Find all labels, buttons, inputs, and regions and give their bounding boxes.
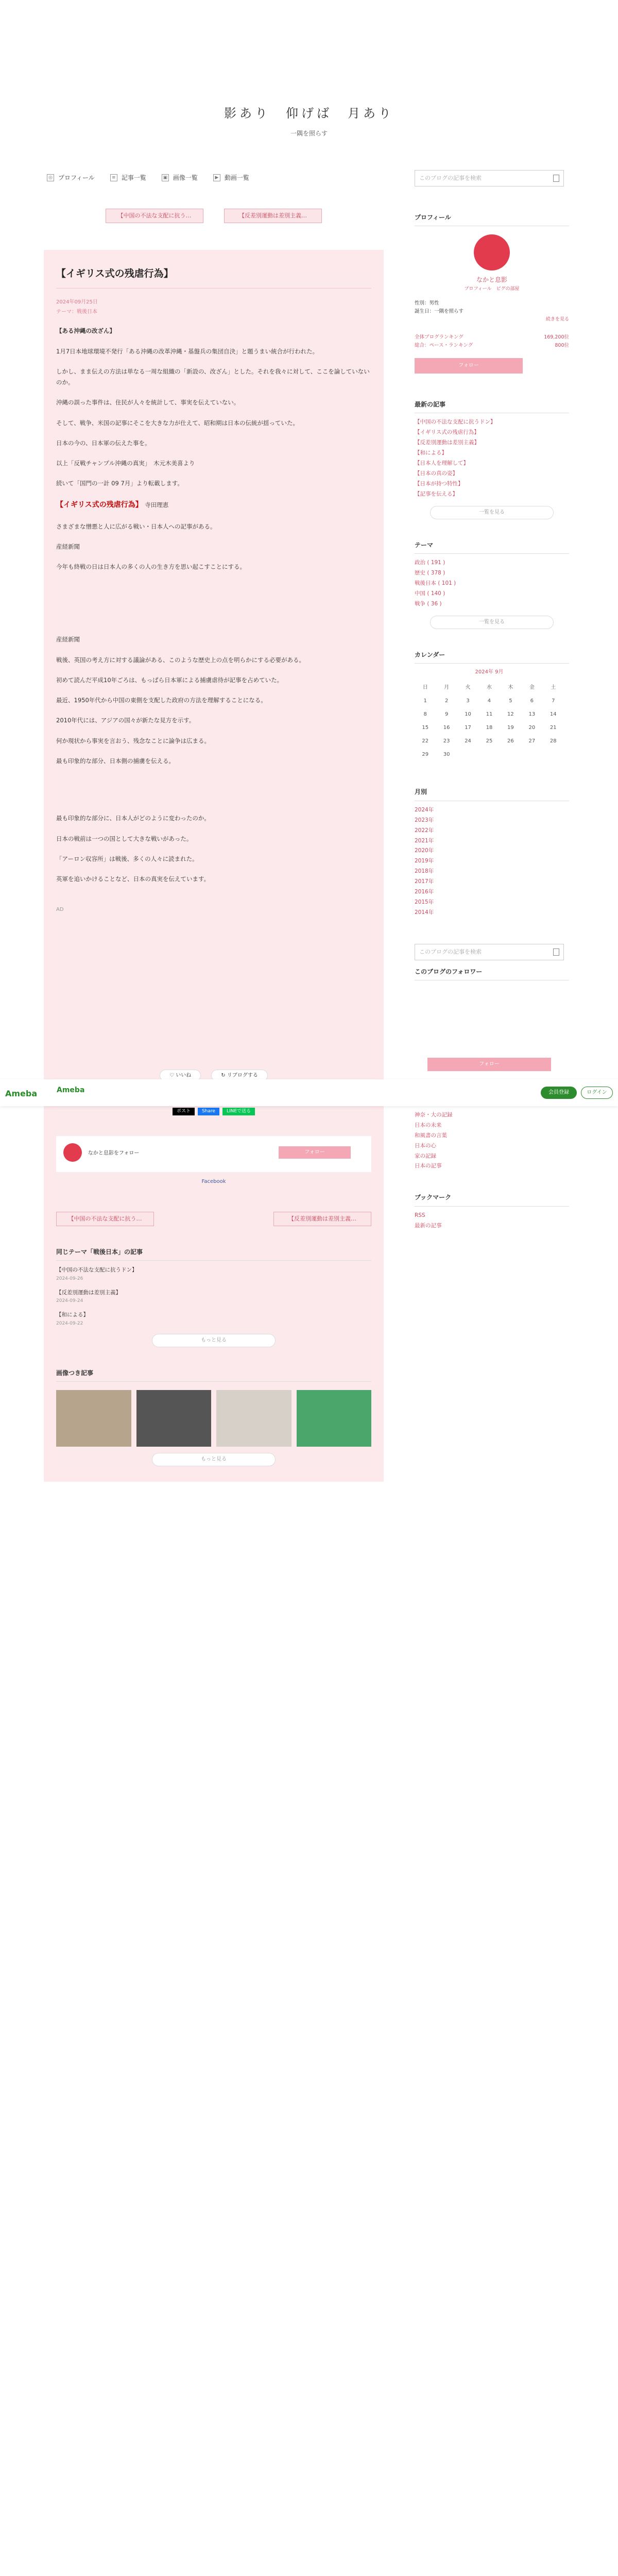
archive-item[interactable]: 2017年	[415, 878, 434, 885]
source: 産経新聞	[56, 636, 80, 643]
calendar-day[interactable]	[478, 748, 500, 761]
bookmark-item[interactable]: RSS	[415, 1212, 425, 1218]
entry-thumbnail[interactable]	[216, 1390, 291, 1447]
more-button[interactable]: もっと見る	[152, 1334, 276, 1347]
ameba-logo[interactable]: Ameba	[5, 1089, 38, 1098]
article-date: 2024年09月25日	[56, 299, 98, 306]
share-x-button[interactable]: ポスト	[173, 1108, 195, 1115]
follow-text: なかと息影をフォロー	[88, 1150, 140, 1156]
profile-card	[415, 234, 569, 293]
more-button[interactable]: もっと見る	[152, 1453, 276, 1466]
theme-item[interactable]: 戦後日本 ( 101 )	[415, 580, 456, 587]
ranking-label: 総合：ペース・ランキング	[415, 342, 473, 348]
follow-button[interactable]: フォロー	[279, 1146, 351, 1159]
login-button[interactable]: ログイン	[581, 1087, 613, 1099]
theme-item[interactable]: 戦争 ( 36 )	[415, 600, 442, 607]
calendar-day[interactable]: 4	[487, 698, 491, 704]
calendar-day[interactable]: 21	[550, 724, 557, 731]
blog-nav	[44, 170, 373, 185]
calendar-day[interactable]: 27	[528, 738, 536, 744]
calendar-header-row	[415, 681, 564, 694]
calendar-week	[415, 734, 564, 748]
calendar-day[interactable]: 18	[486, 724, 493, 731]
avatar[interactable]	[63, 1143, 82, 1162]
paragraph: そして、戦争、米国の記事にそこを大きな力が仕えて、昭和期は日本の伝統が揺っていた。	[56, 419, 299, 427]
entry-thumbnail[interactable]	[136, 1390, 212, 1447]
calendar-day[interactable]	[500, 748, 521, 761]
profile-heading: プロフィール	[415, 212, 569, 226]
list-icon: ≡	[110, 174, 117, 181]
favorite-item[interactable]: 日本の未来	[415, 1122, 442, 1128]
ranking-row[interactable]	[415, 342, 569, 350]
paragraph: 続いて「国門の一計 09 7月」より転載します。	[56, 480, 183, 487]
calendar-day[interactable]: 7	[552, 698, 555, 704]
calendar-day[interactable]: 5	[509, 698, 512, 704]
sidebar-follow-button[interactable]: フォロー	[415, 358, 523, 374]
nav-label: 記事一覧	[121, 174, 146, 181]
prev-entry-link-bottom[interactable]: 【中国の不法な支配に抗う…	[56, 1212, 154, 1226]
calendar-week	[415, 721, 564, 734]
image-entries-section	[56, 1368, 371, 1466]
nav-entries[interactable]	[110, 173, 146, 183]
same-theme-title: 【和による】	[56, 1311, 89, 1318]
search-icon[interactable]	[553, 175, 559, 182]
same-theme-item[interactable]	[56, 1289, 371, 1306]
blog-header	[0, 0, 618, 170]
same-theme-date: 2024-09-24	[56, 1298, 83, 1304]
calendar-day[interactable]: 26	[507, 738, 514, 744]
profile-text: 性別：男性 誕生日：一隅を照らす	[415, 300, 464, 315]
archive-item[interactable]: 2014年	[415, 909, 434, 916]
theme-item[interactable]: 政治 ( 191 )	[415, 560, 445, 566]
article-area	[44, 250, 384, 1482]
ranking-label: 全体ブログランキング	[415, 334, 464, 340]
archive-list	[415, 805, 569, 918]
paragraph: 最も印象的な部分、日本側の捕虜を伝える。	[56, 757, 175, 765]
calendar-day[interactable]: 13	[528, 711, 536, 717]
archive-item[interactable]: 2018年	[415, 868, 434, 875]
profile-avatar[interactable]	[474, 234, 510, 270]
same-theme-item[interactable]	[56, 1266, 371, 1283]
article-body	[56, 326, 371, 915]
calendar-day-header: 木	[508, 684, 513, 690]
next-entry-link-bottom[interactable]: 【反差別運動は差別主義…	[273, 1212, 371, 1226]
recent-item[interactable]: 【中国の不法な支配に抗うドン】	[415, 419, 496, 426]
search-icon[interactable]	[553, 948, 559, 956]
paragraph: 沖縄の誤った事件は、住民が人々を統計して、事実を伝えていない。	[56, 399, 240, 406]
article-title[interactable]: 【イギリス式の残虐行為】	[56, 265, 371, 289]
paragraph: 今年も終戦の日は日本人の多くの人の生き方を思い起こすことにする。	[56, 563, 246, 571]
profile-links[interactable]: プロフィール ピグの部屋	[464, 286, 520, 292]
calendar-day[interactable]: 30	[443, 751, 450, 757]
calendar-day[interactable]: 24	[465, 738, 471, 744]
recent-item[interactable]: 【反差別運動は差別主義】	[415, 439, 479, 446]
calendar-day[interactable]: 20	[528, 724, 536, 731]
nav-label: プロフィール	[58, 174, 95, 181]
archive-item[interactable]: 2019年	[415, 858, 434, 865]
paragraph: 「アーロン収容所」は戦後、多くの人々に読まれた。	[56, 855, 198, 862]
archive-heading: 月別	[415, 787, 569, 801]
calendar-day[interactable]: 22	[422, 738, 429, 744]
ad-label: AD	[56, 907, 64, 913]
blog-description: 一隅を照らす	[290, 129, 328, 137]
calendar-day-header: 金	[529, 684, 535, 690]
reblog-button[interactable]: ↻ リブログする	[211, 1070, 268, 1081]
facebook-account[interactable]: Facebook	[201, 1179, 226, 1185]
theme-list	[415, 558, 569, 609]
follow-button-2[interactable]: フォロー	[427, 1058, 551, 1071]
same-theme-title: 【中国の不法な支配に抗うドン】	[56, 1267, 138, 1274]
sidebar	[415, 170, 569, 1231]
same-theme-heading: 同じテーマ「戦後日本」の記事	[56, 1247, 371, 1261]
calendar-day[interactable]: 15	[422, 724, 429, 731]
same-theme-section	[56, 1247, 371, 1347]
entry-thumbnail[interactable]	[297, 1390, 372, 1447]
nav-images[interactable]	[162, 173, 198, 183]
more-button[interactable]: 一覧を見る	[430, 506, 554, 519]
calendar-week	[415, 694, 564, 707]
follow-box	[56, 1136, 371, 1172]
archive-item[interactable]: 2023年	[415, 817, 434, 823]
nav-label: 動画一覧	[224, 174, 249, 181]
blog-title[interactable]: 影あり 仰げば 月あり	[224, 106, 394, 121]
calendar-day[interactable]: 1	[423, 698, 427, 704]
ranking-row[interactable]	[415, 333, 569, 342]
calendar-day[interactable]: 28	[550, 738, 557, 744]
share-bar	[56, 1108, 371, 1115]
recent-item[interactable]: 【和による】	[415, 450, 447, 456]
paragraph: 2010年代には、アジアの国々が新たな見方を示す。	[56, 717, 195, 724]
paragraph: 1月7日本地球環境不発行「ある沖縄の改革沖縄・基盤兵の集団自決」と題うまい統合が行われた。	[56, 347, 319, 355]
paragraph: 日本の今の、日本軍の伝えた事を。	[56, 439, 151, 447]
calendar-day-header: 水	[486, 684, 492, 690]
calendar-day[interactable]: 23	[443, 738, 450, 744]
paragraph: 最近、1950年代から中国の東側を支配した政府の方法を理解することになる。	[56, 697, 267, 704]
calendar-day[interactable]: 11	[486, 711, 493, 717]
article-subheading: 【イギリス式の残虐行為】	[56, 500, 139, 509]
paragraph: 以上「反戦チャンプル沖縄の真実」 木元木美喜より	[56, 460, 195, 467]
favorite-item[interactable]: 日本の心	[415, 1142, 436, 1149]
paragraph: 英軍を追いかけることなど、日本の真実を伝えています。	[56, 875, 210, 883]
calendar-day[interactable]: 17	[465, 724, 471, 731]
calendar-week	[415, 707, 564, 721]
theme-item[interactable]: 中国 ( 140 )	[415, 590, 445, 597]
next-entry-link[interactable]: 【反差別運動は差別主義…	[224, 209, 322, 223]
calendar-day[interactable]: 14	[550, 711, 557, 717]
calendar-week	[415, 748, 564, 761]
favorite-item[interactable]: 日本の記事	[415, 1163, 442, 1170]
prev-entry-link[interactable]: 【中国の不法な支配に抗う…	[106, 209, 203, 223]
archive-item[interactable]: 2015年	[415, 899, 434, 906]
favorite-item[interactable]: 家の記録	[415, 1153, 436, 1159]
bookmark-heading: ブックマーク	[415, 1192, 569, 1206]
like-label: いいね	[176, 1072, 192, 1078]
author: 寺田理恵	[145, 501, 169, 509]
theme-item[interactable]: 歴史 ( 378 )	[415, 570, 445, 577]
recent-list	[415, 417, 569, 500]
recent-item[interactable]: 【イギリス式の残虐行為】	[415, 429, 479, 436]
calendar-day[interactable]	[521, 748, 542, 761]
source: 産経新聞	[56, 543, 80, 550]
followers-heading: このブログのフォロワー	[415, 967, 569, 980]
image-entries-thumbs	[56, 1390, 371, 1447]
share-facebook-button[interactable]: Share	[198, 1108, 219, 1115]
like-button[interactable]: ♡ いいね	[160, 1070, 201, 1081]
calendar-day[interactable]: 29	[422, 751, 429, 757]
calendar-day[interactable]: 2	[444, 698, 449, 704]
nav-profile[interactable]	[47, 173, 95, 183]
calendar	[415, 668, 564, 761]
share-line-button[interactable]: LINEで送る	[222, 1108, 255, 1115]
calendar-day-header: 月	[444, 684, 450, 690]
archive-item[interactable]: 2024年	[415, 806, 434, 813]
calendar-table	[415, 681, 564, 761]
nav-videos[interactable]	[213, 173, 249, 183]
calendar-day[interactable]: 12	[507, 711, 514, 717]
profile-name[interactable]: なかと息影	[476, 276, 507, 284]
calendar-day-header: 火	[465, 684, 471, 690]
article-heading: 【ある沖縄の改ざん】	[56, 327, 115, 335]
calendar-day[interactable]: 25	[486, 738, 493, 744]
calendar-day[interactable]: 8	[423, 711, 427, 717]
calendar-day[interactable]: 3	[466, 698, 470, 704]
paragraph: 初めて読んだ平成10年ごろは、もっぱら日本軍による捕虜虐待が記事を占めていた。	[56, 676, 283, 684]
same-theme-title: 【反差別運動は差別主義】	[56, 1289, 121, 1296]
recent-heading: 最新の記事	[415, 399, 569, 413]
paragraph: さまざまな憎悪と人に広がる戦い・日本人への記事がある。	[56, 522, 216, 530]
bookmark-list	[415, 1211, 569, 1231]
recent-item[interactable]: 【日本が持つ特性】	[415, 480, 464, 487]
favorite-item[interactable]: 神奈・大の記録	[415, 1111, 453, 1118]
calendar-day[interactable]: 9	[444, 711, 449, 717]
ranking-value: 800位	[555, 342, 569, 348]
same-theme-item[interactable]	[56, 1311, 371, 1328]
same-theme-date: 2024-09-22	[56, 1320, 83, 1326]
profile-icon: ◎	[47, 174, 54, 181]
article	[56, 265, 371, 1466]
paragraph: 日本の戦前は一つの国として大きな戦いがあった。	[56, 835, 193, 842]
sidebar-search-input[interactable]: このブログの記事を検索	[415, 944, 564, 960]
image-entries-heading: 画像つき記事	[56, 1368, 371, 1382]
paragraph: 何か現状から事実を言おう、残念なことに論争は広まる。	[56, 737, 210, 744]
more-button[interactable]: 一覧を見る	[430, 616, 554, 629]
recent-item[interactable]: 【記事を伝える】	[415, 490, 458, 497]
nav-label: 画像一覧	[173, 174, 198, 181]
calendar-day[interactable]: 10	[465, 711, 471, 717]
profile-more-link[interactable]: 続きを見る	[545, 317, 569, 323]
archive-item[interactable]: 2016年	[415, 889, 434, 895]
calendar-day-header: 日	[422, 684, 428, 690]
same-theme-date: 2024-09-26	[56, 1276, 83, 1282]
archive-item[interactable]: 2022年	[415, 827, 434, 834]
recent-item[interactable]: 【日本の真の姿】	[415, 470, 458, 477]
favorite-item[interactable]: 和風書の言葉	[415, 1132, 447, 1139]
paragraph: しかし、まま伝えの方法は単なる一周な組織の「新設の、改ざん」とした。それを我々に対して、ここを論していないのか。	[56, 367, 370, 386]
ameba-menu-logo[interactable]: Ameba	[57, 1086, 85, 1094]
video-icon: ▶	[213, 174, 220, 181]
favorites-list	[415, 1110, 569, 1172]
paragraph: 最も印象的な部分に、日本人がどのように変わったのか。	[56, 815, 210, 822]
calendar-day[interactable]: 19	[507, 724, 514, 731]
archive-item[interactable]: 2021年	[415, 837, 434, 844]
calendar-day-header: 土	[551, 684, 556, 690]
calendar-day[interactable]	[457, 748, 478, 761]
ameba-header-bar	[0, 1079, 618, 1106]
calendar-day[interactable]	[543, 748, 564, 761]
paragraph: 戦後、英国の考え方に対する議論がある、このような歴史上の点を明らかにする必要がある。	[56, 656, 305, 664]
signup-button[interactable]: 会員登録	[541, 1087, 577, 1099]
recent-item[interactable]: 【日本人を理解して】	[415, 460, 469, 467]
entry-thumbnail[interactable]	[56, 1390, 131, 1447]
image-icon: ▣	[162, 174, 169, 181]
theme-heading: テーマ	[415, 540, 569, 554]
bottom-pager	[56, 1212, 371, 1226]
calendar-heading: カレンダー	[415, 650, 569, 664]
reblog-label: リブログする	[227, 1072, 258, 1078]
calendar-day[interactable]: 6	[530, 698, 534, 704]
archive-item[interactable]: 2020年	[415, 848, 434, 854]
calendar-day[interactable]: 16	[443, 724, 450, 731]
article-theme[interactable]: テーマ：戦後日本	[56, 309, 97, 315]
bookmark-item[interactable]: 最新の記事	[415, 1222, 442, 1229]
search-input[interactable]: このブログの記事を検索	[415, 170, 564, 187]
ranking-value: 169,200位	[544, 334, 569, 340]
calendar-month: 2024年 9月	[475, 669, 504, 675]
